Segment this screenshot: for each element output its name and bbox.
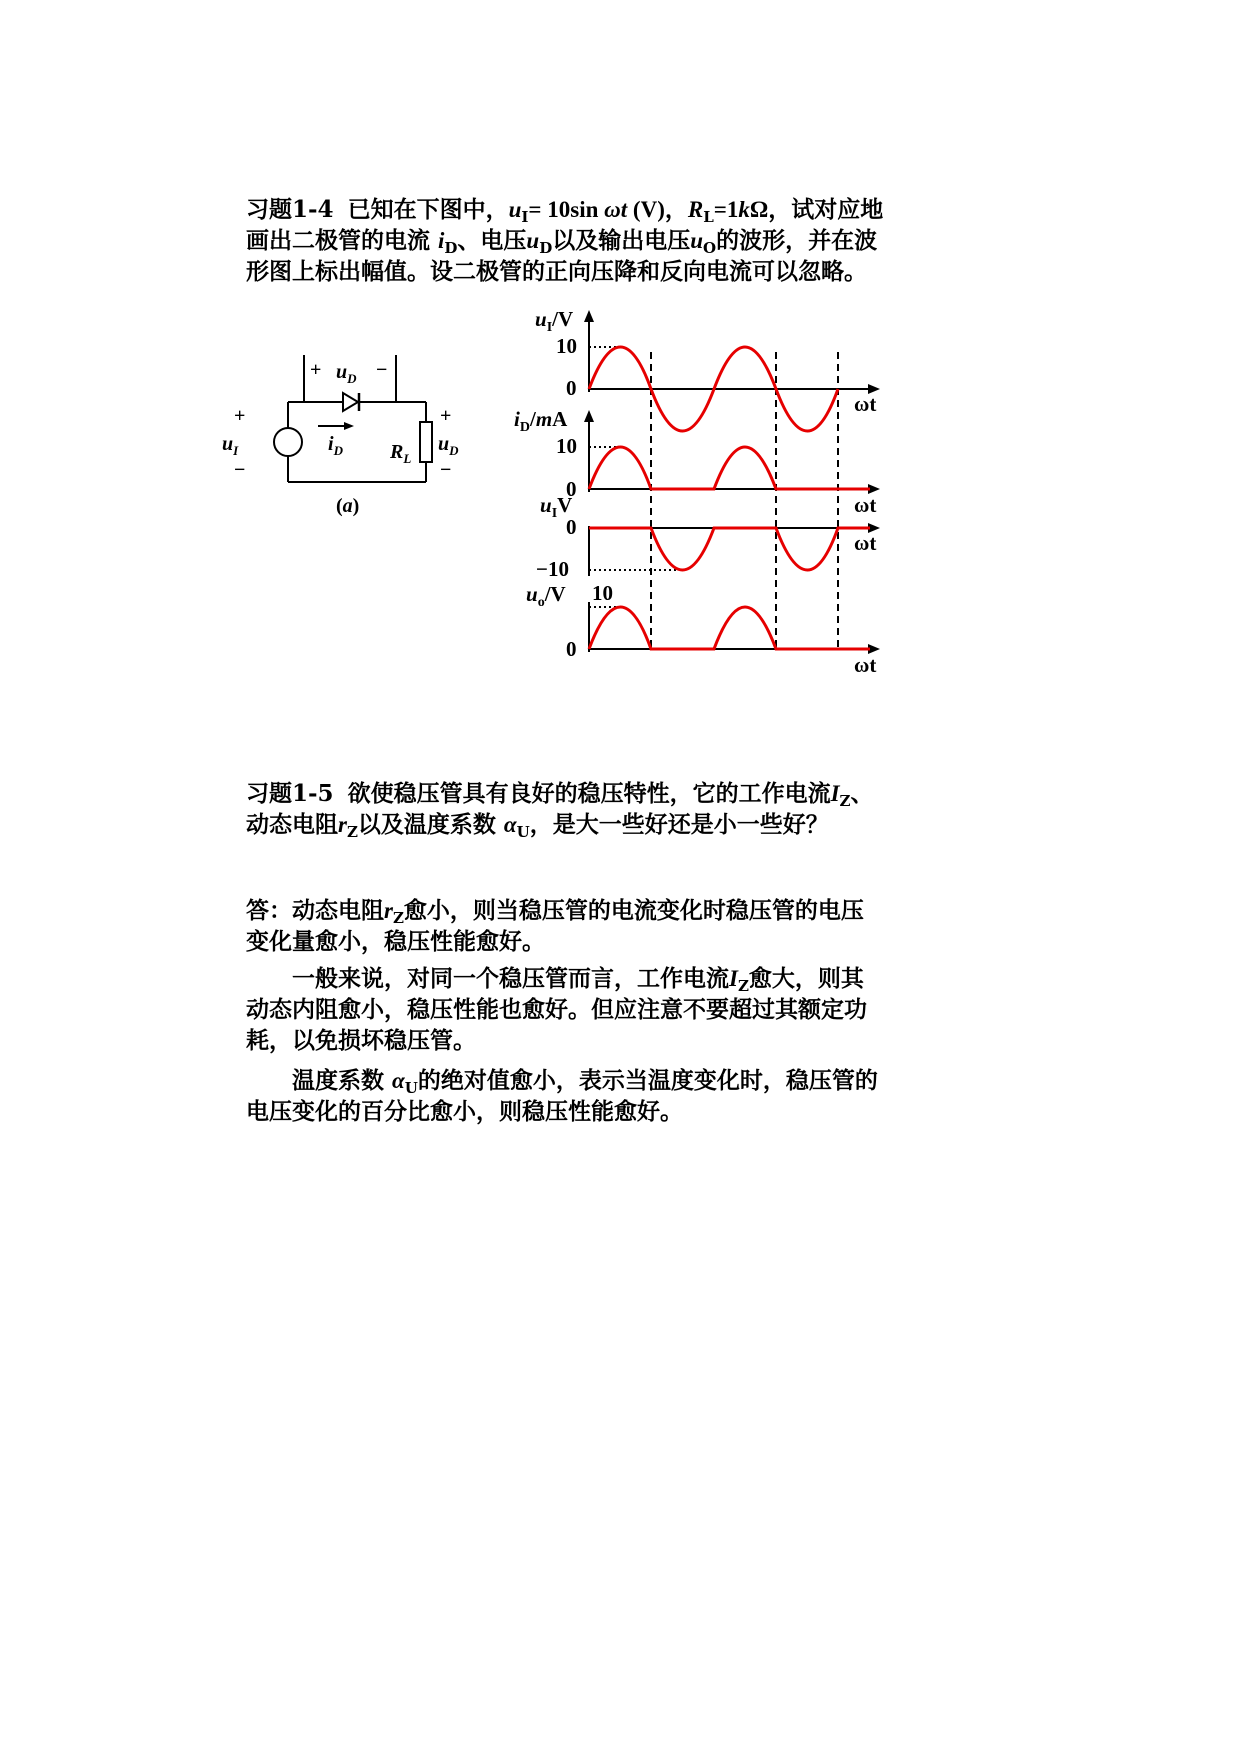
wave-uo [589,607,870,649]
subscript: Z [737,977,749,995]
problem-1-5-text [246,778,886,840]
label-iD: $i_D$ [328,433,343,458]
subscript: L [703,208,714,226]
label-iD-axis: $i_D/mA$ [514,407,568,435]
equation-end: (V)， [627,197,688,222]
plus-output: + [440,405,452,427]
axis-label-4: ωt [854,653,877,677]
tick-uD-0: 0 [566,515,577,539]
wave-uD [589,528,870,570]
label-uI: $u_I$ [222,433,239,458]
omega-symbol: ω [604,197,621,222]
text-segment: 愈小，则当稳压管的电流变化时稳压管的电压变化量愈小，稳压性能愈好。 [246,897,864,955]
symbol-IZ: I [729,966,738,991]
tick-uI-10: 10 [556,334,577,358]
text-segment: 以及输出电压 [552,227,691,254]
answer-paragraph-1 [246,895,886,957]
text-segment: 对应地画出二极管的电流 [246,196,884,254]
label-uI-axis: $u_I/V$ [535,307,574,335]
problem-1-5-heading: 习题1-5 [246,780,334,807]
symbol-iD: i [438,228,445,253]
tick-uI-0: 0 [566,376,577,400]
text-segment: 一般来说，对同一个稳压管而言，工作电流 [292,965,729,992]
symbol-uI: u [508,197,522,222]
symbol-RL: R [687,197,704,222]
symbol-uO: u [690,228,704,253]
problem-1-4-text [246,194,886,287]
tick-iD-10: 10 [556,434,577,458]
subscript: O [703,239,717,257]
answer-paragraph-3 [246,1065,886,1127]
resistor [420,422,432,462]
minus-uD: − [376,359,388,381]
alpha-symbol: α [503,812,517,837]
text-segment: 答：动态电阻 [246,897,384,924]
text-segment: 欲使稳压管具有良好的稳压特性，它的工作电流 [347,780,831,807]
label-uD-axis: $u_IV$ [540,493,573,521]
answer-paragraph-2 [246,963,886,1056]
axis-label-3: ωt [854,531,877,555]
subscript: U [516,823,530,841]
circuit-diagram [222,350,480,525]
t-symbol: t [620,197,628,222]
axis-label-1: ωt [854,392,877,416]
subscript: U [404,1079,418,1097]
text-segment: 、电压 [457,227,527,254]
subscript: Z [392,909,404,927]
text-segment: 温度系数 [292,1067,393,1094]
tick-iD-0: 0 [566,477,577,501]
diode-symbol [343,393,358,411]
label-RL: $R_L$ [390,441,412,466]
subscript: I [521,208,529,226]
current-arrow-head [344,422,354,430]
equation: Ω，试 [749,197,815,222]
subscript: D [539,239,553,257]
tick-uD-neg10: −10 [536,557,569,581]
symbol-uD: u [526,228,540,253]
k-symbol: k [738,197,750,222]
minus-input: − [234,459,246,481]
subscript: Z [839,792,851,810]
label-uD-out: $u_D$ [438,433,459,458]
minus-output: − [440,459,452,481]
equation: =1 [713,197,739,222]
tick-uo-0: 0 [566,637,577,661]
text-segment: ，是大一些好还是小一些好？ [529,811,829,838]
text-segment: 的绝对值愈小，表示当温度变化时，稳压管的电压变化的百分比愈小，则稳压性能愈好。 [246,1067,878,1125]
subscript: Z [346,823,358,841]
text-segment: 以及温度系数 [357,811,504,838]
equation: = 10sin [528,197,605,222]
symbol-IZ: I [830,781,840,806]
waveform-diagram [500,300,900,690]
label-uo-axis: $u_o/V$ [526,582,566,610]
tick-uo-10: 10 [592,581,613,605]
symbol-rZ: r [338,812,347,837]
wave-iD [589,447,870,489]
plus-input: + [234,405,246,427]
label-uD-top: $u_D$ [336,361,357,386]
plus-uD: + [310,359,322,381]
alpha-symbol: α [392,1068,405,1093]
text-segment: 已知在下图中， [347,196,509,223]
caption-a: (a) [336,495,360,517]
text-segment: 的波形，并在波形图上标出幅值。设二极管的正向压降和反向电流可以忽略。 [246,227,878,285]
text-segment: 、动态电阻 [246,780,874,838]
ac-source [274,428,302,456]
symbol-rZ: r [384,898,393,923]
axis-label-2: ωt [854,493,877,517]
text-segment: 愈大，则其动态内阻愈小，稳压性能也愈好。但应注意不要超过其额定功耗，以免损坏稳压管。 [246,965,867,1054]
problem-1-4-heading: 习题1-4 [246,196,334,223]
subscript: D [444,239,458,257]
